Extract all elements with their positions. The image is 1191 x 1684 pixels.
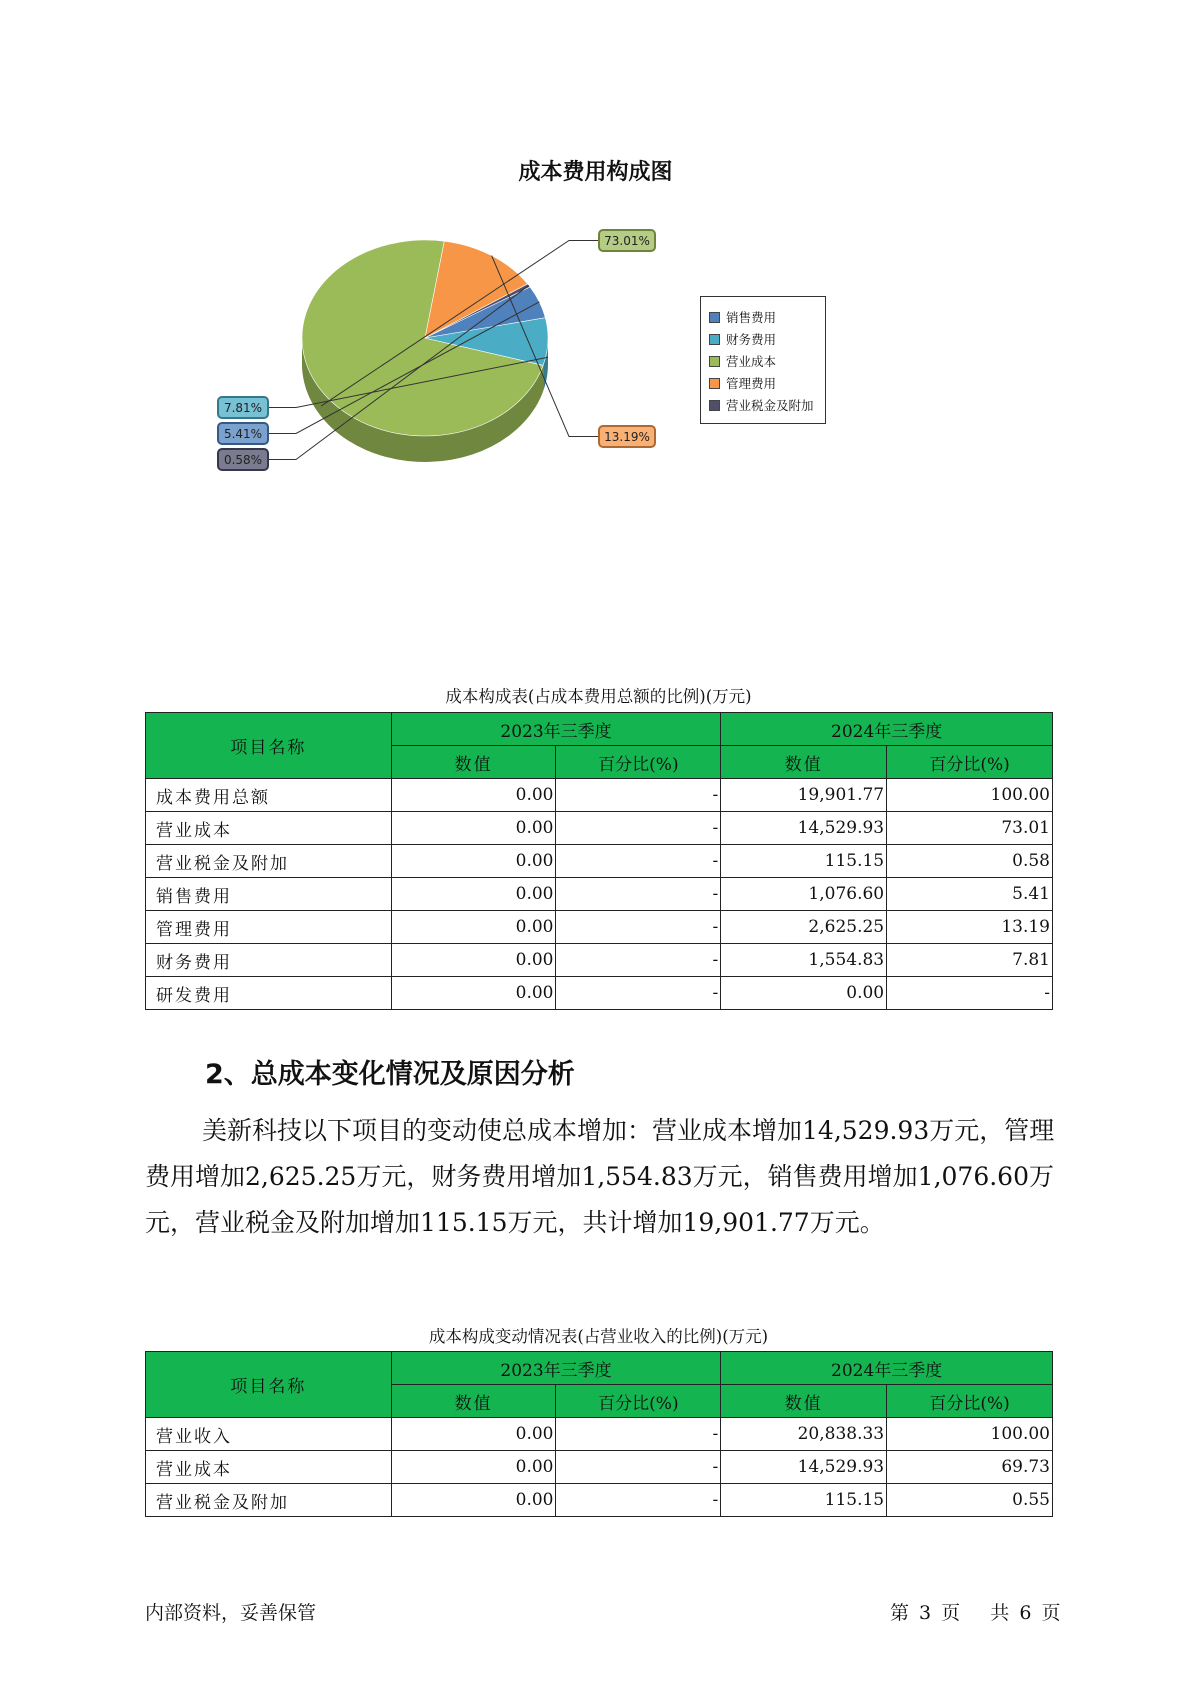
table-row [146, 944, 1053, 977]
legend-swatch [709, 334, 720, 345]
cell-percent: 13.19 [887, 911, 1053, 944]
cell-value: 0.00 [721, 977, 887, 1010]
table-row [146, 812, 1053, 845]
section-heading: 2、总成本变化情况及原因分析 [205, 1059, 575, 1090]
header-item-name: 项目名称 [146, 1352, 392, 1418]
cell-value: 0.00 [391, 1484, 556, 1517]
header-percent: 百分比(%) [887, 1385, 1053, 1418]
header-item-name: 项目名称 [146, 713, 392, 779]
header-value: 数值 [391, 746, 556, 779]
cell-percent: 100.00 [887, 1418, 1053, 1451]
cell-name: 营业成本 [146, 1451, 392, 1484]
legend-label: 财务费用 [726, 332, 777, 347]
cell-percent: 69.73 [887, 1451, 1053, 1484]
cell-percent: 100.00 [887, 779, 1053, 812]
table-row [146, 977, 1053, 1010]
cell-percent: 73.01 [887, 812, 1053, 845]
cell-percent: - [556, 845, 721, 878]
legend-item [709, 331, 776, 349]
cell-percent: - [556, 977, 721, 1010]
pie-data-label: 0.58% [223, 453, 263, 467]
cell-value: 115.15 [721, 1484, 887, 1517]
cell-name: 成本费用总额 [146, 779, 392, 812]
table-row [146, 1484, 1053, 1517]
cost-change-table [145, 1351, 1053, 1517]
header-percent: 百分比(%) [556, 746, 721, 779]
cell-value: 0.00 [391, 944, 556, 977]
cell-percent: - [556, 911, 721, 944]
cell-value: 19,901.77 [721, 779, 887, 812]
cell-percent: 0.58 [887, 845, 1053, 878]
cell-value: 115.15 [721, 845, 887, 878]
table-row [146, 878, 1053, 911]
legend-swatch [709, 356, 720, 367]
pie-data-label: 7.81% [223, 401, 263, 415]
cost-structure-table [145, 712, 1053, 1010]
cell-name: 营业税金及附加 [146, 1484, 392, 1517]
header-year-2023: 2023年三季度 [391, 1352, 721, 1385]
cell-percent: - [887, 977, 1053, 1010]
legend-label: 管理费用 [726, 376, 777, 391]
cell-percent: - [556, 1418, 721, 1451]
footer-page-number: 第 3 页 共 6 页 [890, 1602, 1061, 1624]
legend-label: 营业成本 [726, 354, 777, 369]
header-value: 数值 [721, 1385, 887, 1418]
cell-value: 0.00 [391, 1451, 556, 1484]
cell-percent: 5.41 [887, 878, 1053, 911]
table-row [146, 779, 1053, 812]
legend-swatch [709, 378, 720, 389]
table-row [146, 845, 1053, 878]
header-year-2024: 2024年三季度 [721, 1352, 1053, 1385]
header-percent: 百分比(%) [887, 746, 1053, 779]
pie-data-label: 73.01% [604, 234, 650, 248]
cell-value: 0.00 [391, 977, 556, 1010]
cell-name: 研发费用 [146, 977, 392, 1010]
cell-value: 0.00 [391, 845, 556, 878]
cell-percent: 7.81 [887, 944, 1053, 977]
header-value: 数值 [721, 746, 887, 779]
cell-value: 20,838.33 [721, 1418, 887, 1451]
header-year-2024: 2024年三季度 [721, 713, 1053, 746]
cell-value: 1,554.83 [721, 944, 887, 977]
cell-name: 财务费用 [146, 944, 392, 977]
cell-value: 0.00 [391, 812, 556, 845]
pie-chart [0, 0, 1191, 520]
cell-value: 0.00 [391, 1418, 556, 1451]
cell-value: 0.00 [391, 878, 556, 911]
cell-value: 0.00 [391, 911, 556, 944]
table2-caption: 成本构成变动情况表(占营业收入的比例)(万元) [428, 1327, 769, 1346]
pie-data-label: 13.19% [604, 430, 650, 444]
cell-name: 销售费用 [146, 878, 392, 911]
cell-name: 营业税金及附加 [146, 845, 392, 878]
table-row [146, 911, 1053, 944]
chart-legend [700, 296, 826, 424]
cell-value: 1,076.60 [721, 878, 887, 911]
cell-percent: - [556, 878, 721, 911]
chart-title: 成本费用构成图 [518, 160, 673, 185]
cell-value: 2,625.25 [721, 911, 887, 944]
cell-percent: - [556, 812, 721, 845]
cell-value: 14,529.93 [721, 1451, 887, 1484]
cell-name: 营业成本 [146, 812, 392, 845]
table-row [146, 1451, 1053, 1484]
cell-value: 14,529.93 [721, 812, 887, 845]
pie-data-label: 5.41% [223, 427, 263, 441]
cell-percent: - [556, 1484, 721, 1517]
legend-swatch [709, 312, 720, 323]
cell-percent: - [556, 1451, 721, 1484]
table1-caption: 成本构成表(占成本费用总额的比例)(万元) [445, 687, 752, 706]
legend-item [709, 397, 814, 415]
legend-swatch [709, 400, 720, 411]
table-row [146, 1418, 1053, 1451]
cell-percent: 0.55 [887, 1484, 1053, 1517]
legend-item [709, 375, 776, 393]
cell-name: 管理费用 [146, 911, 392, 944]
header-percent: 百分比(%) [556, 1385, 721, 1418]
analysis-paragraph: 美新科技以下项目的变动使总成本增加：营业成本增加14,529.93万元，管理费用增加2,625.25万元，财务费用增加1,554.83万元，销售费用增加1,076.60万元，营业税金及附加增加115.15万元，共计增加19,901.77万元。 [145, 1116, 1055, 1237]
legend-item [709, 353, 776, 371]
header-value: 数值 [391, 1385, 556, 1418]
legend-label: 销售费用 [726, 310, 777, 325]
cell-percent: - [556, 944, 721, 977]
cell-value: 0.00 [391, 779, 556, 812]
cell-name: 营业收入 [146, 1418, 392, 1451]
footer-confidential: 内部资料，妥善保管 [145, 1602, 317, 1624]
legend-label: 营业税金及附加 [726, 398, 814, 413]
cell-percent: - [556, 779, 721, 812]
legend-item [709, 309, 776, 327]
header-year-2023: 2023年三季度 [391, 713, 721, 746]
